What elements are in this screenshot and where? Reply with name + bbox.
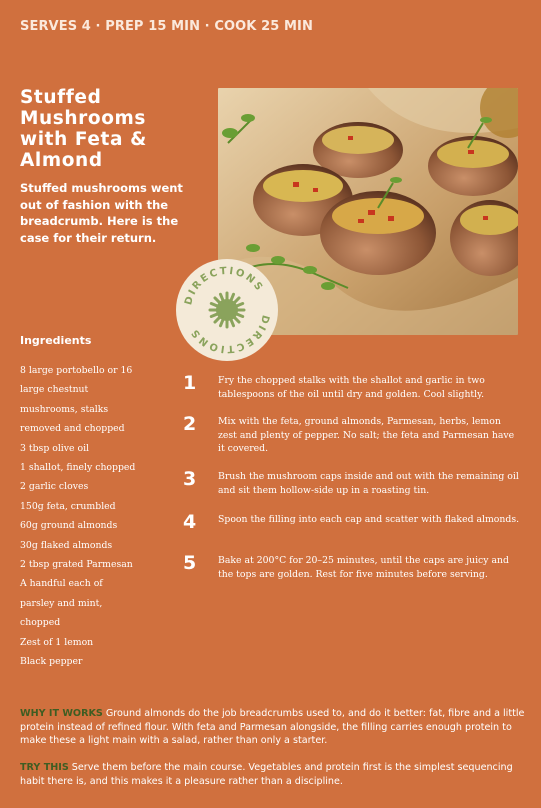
recipe-meta: SERVES 4 · PREP 15 MIN · COOK 25 MIN <box>20 19 313 34</box>
step-number: 4 <box>183 511 197 533</box>
ingredient-item: mushrooms, stalks <box>20 403 109 415</box>
ingredient-item: Black pepper <box>20 656 83 668</box>
step-text: Bake at 200°C for 20–25 minutes, until the caps are juicy and the tops are golden. Rest for five minutes before serving. <box>218 555 509 580</box>
ingredient-item: 3 tbsp olive oil <box>20 442 90 454</box>
step-text: Mix with the feta, ground almonds, Parmesan, herbs, lemon zest and plenty of pepper. No salt; the feta and Parmesan have it covered. <box>218 416 515 454</box>
ingredient-item: removed and chopped <box>20 423 125 435</box>
ingredients-heading: Ingredients <box>20 334 92 347</box>
recipe-subtitle: Stuffed mushrooms went out of fashion with the breadcrumb. Here is the case for their return. <box>20 181 183 245</box>
ingredient-item: A handful each of <box>20 578 103 590</box>
ingredient-item: Zest of 1 lemon <box>20 636 94 648</box>
step-number: 5 <box>183 552 197 574</box>
ingredient-item: parsley and mint, <box>20 597 103 609</box>
step-number: 2 <box>183 413 197 435</box>
ingredient-item: 2 garlic cloves <box>20 481 89 493</box>
step-text: Spoon the filling into each cap and scatter with flaked almonds. <box>218 514 520 525</box>
recipe-title: Stuffed Mushrooms with Feta & Almond <box>20 87 147 171</box>
ingredient-item: 30g flaked almonds <box>20 539 113 551</box>
ingredient-item: 2 tbsp grated Parmesan <box>20 559 133 571</box>
badge-text-bottom: DIRECTIONS <box>188 313 271 355</box>
badge-text-top: DIRECTIONS <box>183 265 266 307</box>
try-this-note <box>20 761 536 788</box>
try-this-text: Serve them before the main course. Vegetables and protein first is the simplest sequencing habit there is, and this makes it a pleasure rather than a discipline. <box>20 762 513 787</box>
ingredient-item: large chestnut <box>20 384 89 396</box>
step-text: Fry the chopped stalks with the shallot and garlic in two tablespoons of the oil until dry and golden. Cool slightly. <box>218 375 485 400</box>
step-text: Brush the mushroom caps inside and out with the remaining oil and sit them hollow-side up in a roasting tin. <box>218 471 519 496</box>
sunburst-icon <box>210 293 244 327</box>
ingredient-item: 1 shallot, finely chopped <box>20 462 136 474</box>
ingredient-item: 150g feta, crumbled <box>20 500 116 512</box>
why-it-works-label: WHY IT WORKS <box>20 708 103 719</box>
step-number: 3 <box>183 468 197 490</box>
step-number: 1 <box>183 372 197 394</box>
ingredient-item: 60g ground almonds <box>20 520 118 532</box>
why-it-works-text: Ground almonds do the job breadcrumbs used to, and do it better: fat, fibre and a little protein instead of refined flour. With feta and Parmesan alongside, the filling carries enough protein to make these a light main with a salad, rather than only a starter. <box>20 708 525 746</box>
ingredient-item: chopped <box>20 617 61 629</box>
ingredient-item: 8 large portobello or 16 <box>20 365 133 376</box>
ingredients-list <box>20 361 150 672</box>
try-this-label: TRY THIS <box>20 762 69 773</box>
why-it-works-note <box>20 707 536 748</box>
directions-badge <box>175 258 279 362</box>
